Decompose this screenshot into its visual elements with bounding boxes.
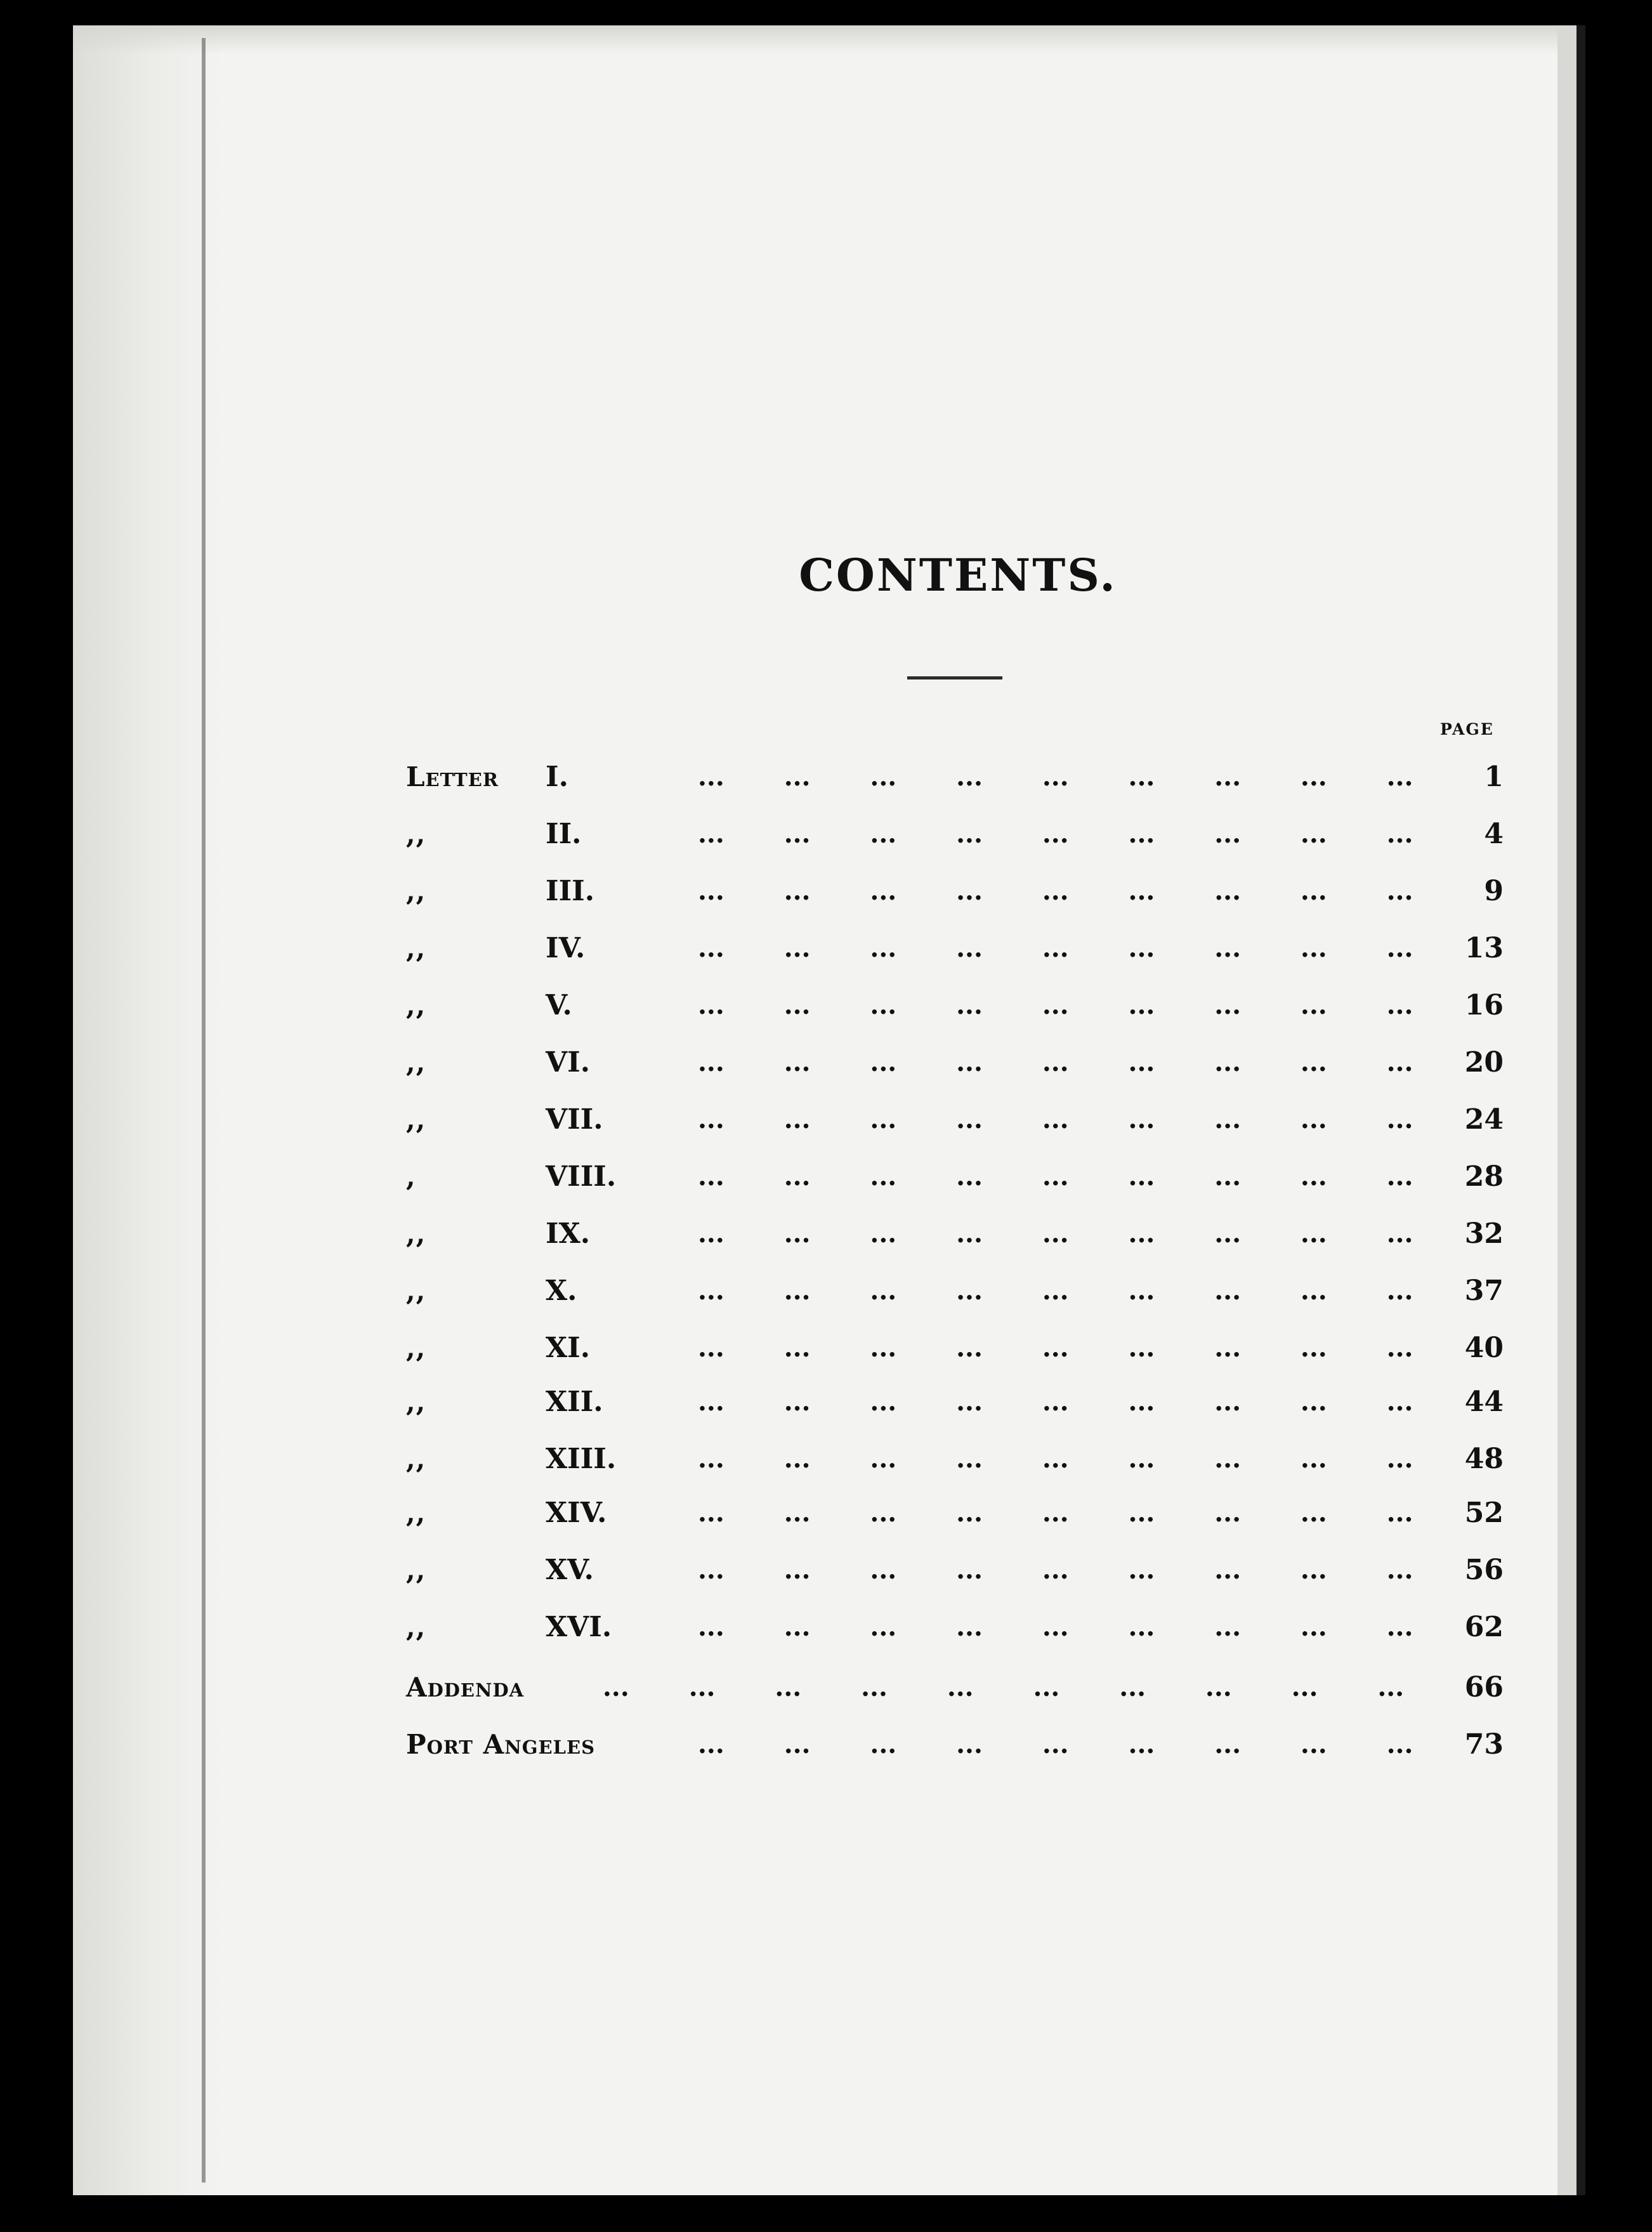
toc-entry-numeral: VIII. bbox=[546, 1160, 617, 1193]
toc-leader-dots: ... ... ... ... ... ... ... ... ... bbox=[698, 990, 1413, 1020]
toc-leader-dots: ... ... ... ... ... ... ... ... ... bbox=[698, 1047, 1413, 1077]
toc-entry-page: 32 bbox=[1464, 1218, 1504, 1250]
toc-entry-page: 56 bbox=[1464, 1554, 1504, 1586]
toc-leader-dots: ... ... ... ... ... ... ... ... ... bbox=[698, 876, 1413, 906]
toc-entry-numeral: VII. bbox=[546, 1103, 603, 1136]
toc-entry bbox=[400, 1488, 1504, 1539]
page-title: CONTENTS. bbox=[799, 549, 1117, 601]
toc-entry-page: 4 bbox=[1484, 818, 1504, 850]
toc-entry-page: 44 bbox=[1464, 1386, 1504, 1418]
toc-leader-dots: ... ... ... ... ... ... ... ... ... bbox=[698, 1730, 1413, 1759]
toc-entry bbox=[400, 1545, 1504, 1596]
toc-entry-label: ,, bbox=[406, 990, 426, 1021]
toc-entry-page: 24 bbox=[1464, 1103, 1504, 1136]
toc-entry-numeral: VI. bbox=[546, 1046, 591, 1079]
toc-entry bbox=[400, 1037, 1504, 1088]
page-column-header: PAGE bbox=[1440, 720, 1494, 739]
toc-entry-numeral: IV. bbox=[546, 932, 586, 964]
toc-entry-numeral: XII. bbox=[546, 1386, 603, 1418]
toc-entry-page: 28 bbox=[1464, 1160, 1504, 1193]
toc-entry-numeral: XIII. bbox=[546, 1443, 617, 1475]
toc-entry-label: ,, bbox=[406, 1386, 426, 1417]
toc-entry-page: 66 bbox=[1464, 1671, 1504, 1704]
toc-leader-dots: ... ... ... ... ... ... ... ... ... bbox=[698, 1105, 1413, 1134]
toc-entry-label: ,, bbox=[406, 1218, 426, 1249]
toc-entry-page: 1 bbox=[1484, 761, 1504, 793]
toc-entry-label: , bbox=[406, 1161, 416, 1192]
toc-leader-dots: ... ... ... ... ... ... ... ... ... bbox=[698, 762, 1413, 792]
toc-entry bbox=[400, 1323, 1504, 1374]
toc-entry-label: Port Angeles bbox=[406, 1729, 596, 1760]
toc-entry bbox=[400, 1209, 1504, 1259]
toc-entry-addenda bbox=[400, 1662, 1504, 1713]
toc-entry-page: 16 bbox=[1464, 989, 1504, 1021]
toc-entry-label: ,, bbox=[406, 876, 426, 907]
toc-leader-dots: ... ... ... ... ... ... ... ... ... bbox=[698, 1276, 1413, 1306]
toc-entry-numeral: II. bbox=[546, 818, 582, 850]
toc-entry-page: 62 bbox=[1464, 1611, 1504, 1643]
toc-leader-dots: ... ... ... ... ... ... ... ... ... bbox=[698, 1162, 1413, 1191]
toc-entry-label: ,, bbox=[406, 933, 426, 964]
toc-entry-numeral: IX. bbox=[546, 1218, 591, 1250]
toc-entry bbox=[400, 1094, 1504, 1145]
toc-entry-numeral: XIV. bbox=[546, 1497, 607, 1529]
toc-entry-label: ,, bbox=[406, 1443, 426, 1474]
toc-leader-dots: ... ... ... ... ... ... ... ... ... bbox=[698, 1444, 1413, 1474]
toc-leader-dots: ... ... ... ... ... ... ... ... ... bbox=[698, 1555, 1413, 1585]
toc-entry-numeral: I. bbox=[546, 761, 568, 793]
toc-entry-numeral: XI. bbox=[546, 1332, 591, 1364]
toc-entry-numeral: X. bbox=[546, 1275, 577, 1307]
toc-entry-label: ,, bbox=[406, 818, 426, 850]
toc-entry-numeral: III. bbox=[546, 875, 595, 907]
toc-entry-numeral: XVI. bbox=[546, 1611, 612, 1643]
toc-entry bbox=[400, 1266, 1504, 1316]
toc-leader-dots: ... ... ... ... ... ... ... ... ... bbox=[698, 1387, 1413, 1417]
toc-entry bbox=[400, 1602, 1504, 1653]
toc-entry-page: 73 bbox=[1464, 1728, 1504, 1761]
toc-entry-numeral: V. bbox=[546, 989, 572, 1021]
toc-entry-label: Letter bbox=[406, 761, 499, 792]
toc-entry bbox=[400, 809, 1504, 860]
toc-entry bbox=[400, 752, 1504, 803]
toc-entry-port-angeles bbox=[400, 1719, 1504, 1770]
toc-entry bbox=[400, 980, 1504, 1031]
toc-leader-dots: ... ... ... ... ... ... ... ... ... bbox=[698, 1219, 1413, 1249]
toc-entry-label: ,, bbox=[406, 1275, 426, 1306]
toc-leader-dots: ... ... ... ... ... ... ... ... ... ... bbox=[603, 1672, 1405, 1702]
toc-entry bbox=[400, 1377, 1504, 1428]
toc-entry-page: 52 bbox=[1464, 1497, 1504, 1529]
toc-leader-dots: ... ... ... ... ... ... ... ... ... bbox=[698, 819, 1413, 849]
toc-entry-label: ,, bbox=[406, 1612, 426, 1643]
toc-entry-label: ,, bbox=[406, 1497, 426, 1528]
toc-entry-page: 20 bbox=[1464, 1046, 1504, 1079]
toc-entry-page: 9 bbox=[1484, 875, 1504, 907]
toc-entry-label: ,, bbox=[406, 1104, 426, 1135]
toc-entry-label: ,, bbox=[406, 1047, 426, 1078]
toc-entry bbox=[400, 866, 1504, 917]
toc-leader-dots: ... ... ... ... ... ... ... ... ... bbox=[698, 1333, 1413, 1363]
toc-entry-page: 48 bbox=[1464, 1443, 1504, 1475]
toc-entry-label: ,, bbox=[406, 1332, 426, 1363]
toc-entry-label: ,, bbox=[406, 1554, 426, 1585]
toc-entry bbox=[400, 923, 1504, 974]
toc-entry-numeral: XV. bbox=[546, 1554, 594, 1586]
toc-leader-dots: ... ... ... ... ... ... ... ... ... bbox=[698, 1498, 1413, 1528]
toc-entry bbox=[400, 1152, 1504, 1202]
toc-entry-page: 13 bbox=[1464, 932, 1504, 964]
toc-entry-label: Addenda bbox=[406, 1672, 525, 1703]
toc-entry-page: 37 bbox=[1464, 1275, 1504, 1307]
toc-leader-dots: ... ... ... ... ... ... ... ... ... bbox=[698, 1612, 1413, 1642]
toc-leader-dots: ... ... ... ... ... ... ... ... ... bbox=[698, 933, 1413, 963]
toc-entry-page: 40 bbox=[1464, 1332, 1504, 1364]
toc-entry bbox=[400, 1434, 1504, 1485]
